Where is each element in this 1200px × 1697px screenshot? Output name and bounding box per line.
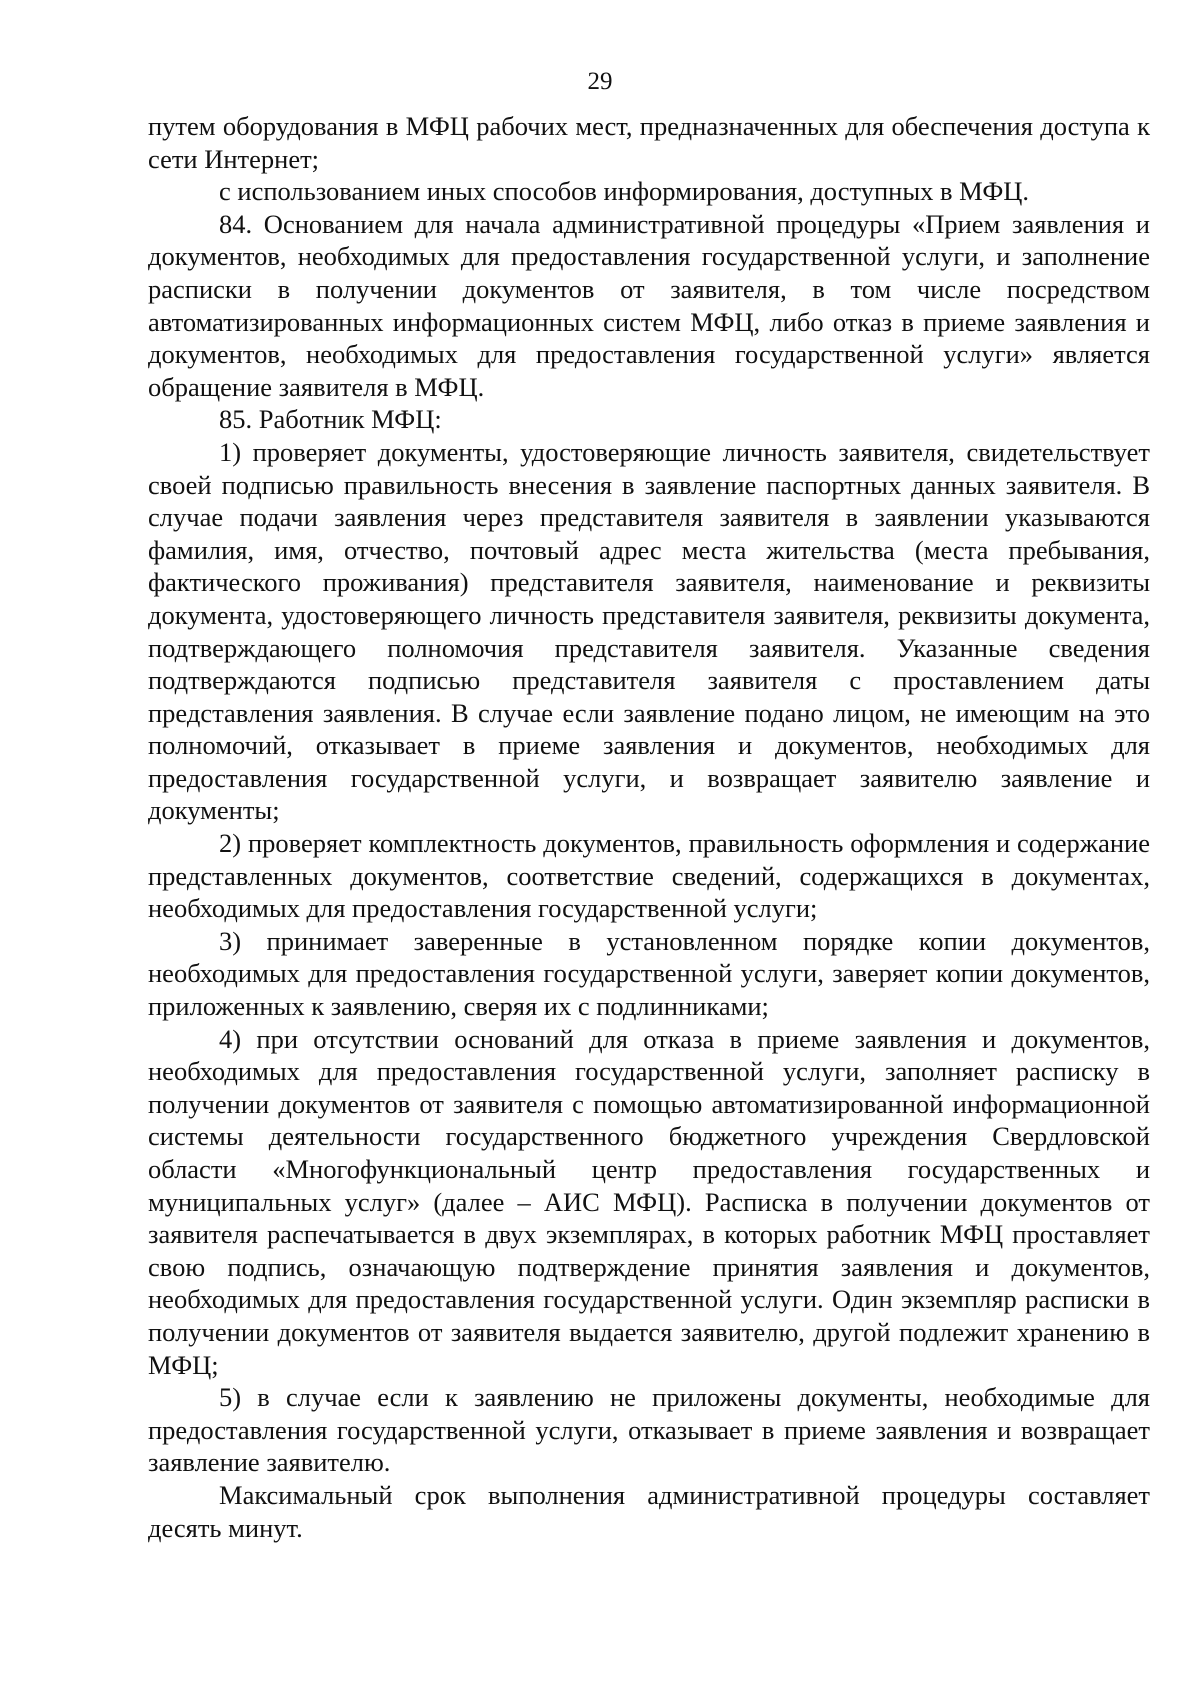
paragraph-item-5: 5) в случае если к заявлению не приложены документы, необходимые для предоставления государственной услуги, отказывает в приеме заявления и возвращает заявление заявителю. — [148, 1382, 1150, 1478]
paragraph-continuation: путем оборудования в МФЦ рабочих мест, предназначенных для обеспечения доступа к сети Интернет; — [148, 111, 1150, 174]
paragraph-item-1: 1) проверяет документы, удостоверяющие личность заявителя, свидетельствует своей подписью правильность внесения в заявление паспортных данных заявителя. В случае подачи заявления через представителя заявителя в заявлении указываются фамилия, имя, отчество, почтовый адрес места жительства (места пребывания, фактического проживания) представителя заявителя, наименование и реквизиты документа, удостоверяющего личность представителя заявителя, реквизиты документа, подтверждающего полномочия представителя заявителя. Указанные сведения подтверждаются подписью представителя заявителя с проставлением даты представления заявления. В случае если заявление подано лицом, не имеющим на это полномочий, отказывает в приеме заявления и документов, необходимых для предоставления государственной услуги, и возвращает заявителю заявление и документы; — [148, 436, 1150, 826]
paragraph-item-3: 3) принимает заверенные в установленном порядке копии документов, необходимых для предоставления государственной услуги, заверяет копии документов, приложенных к заявлению, сверяя их с подлинниками; — [148, 925, 1150, 1022]
document-body — [148, 110, 1150, 1544]
page-number: 29 — [587, 68, 613, 95]
paragraph-84: 84. Основанием для начала административной процедуры «Прием заявления и документов, необходимых для предоставления государственной услуги, и заполнение расписки в получении документов от заявителя, в том числе посредством автоматизированных информационных систем МФЦ, либо отказ в приеме заявления и документов, необходимых для предоставления государственной услуги» является обращение заявителя в МФЦ. — [148, 208, 1150, 402]
paragraph-item-2: 2) проверяет комплектность документов, правильность оформления и содержание представленных документов, соответствие сведений, содержащихся в документах, необходимых для предоставления государственной услуги; — [148, 828, 1150, 924]
paragraph-85: 85. Работник МФЦ: — [219, 404, 442, 435]
paragraph-max-term: Максимальный срок выполнения административной процедуры составляет десять минут. — [148, 1479, 1150, 1543]
paragraph-info-method: с использованием иных способов информирования, доступных в МФЦ. — [219, 176, 1030, 207]
paragraph-item-4: 4) при отсутствии оснований для отказа в приеме заявления и документов, необходимых для предоставления государственной услуги, заполняет расписку в получении документов от заявителя с помощью автоматизированной информационной системы деятельности государственного бюджетного учреждения Свердловской области «Многофункциональный центр предоставления государственных и муниципальных услуг» (далее – АИС МФЦ). Расписка в получении документов от заявителя распечатывается в двух экземплярах, в которых работник МФЦ проставляет свою подпись, означающую подтверждение принятия заявления и документов, необходимых для предоставления государственной услуги. Один экземпляр расписки в получении документов от заявителя выдается заявителю, другой подлежит хранению в МФЦ; — [148, 1023, 1150, 1380]
